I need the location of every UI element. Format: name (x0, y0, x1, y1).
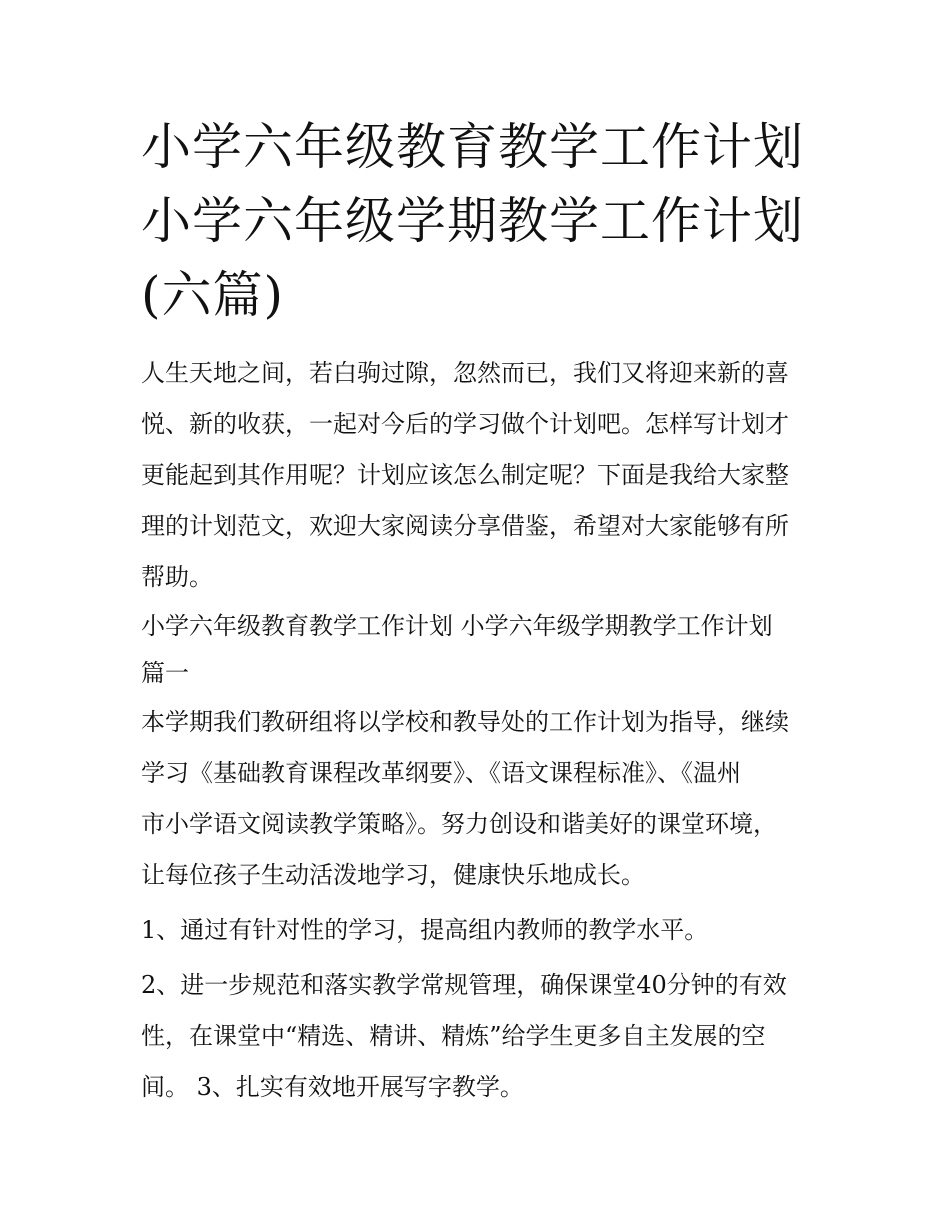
text-line: 让每位孩子生动活泼地学习，健康快乐地成长。 (141, 861, 645, 889)
text-line: 帮助。 (141, 563, 213, 591)
text-line: 人生天地之间，若白驹过隙，忽然而已，我们又将迎来新的喜 (141, 359, 789, 387)
text-line: 更能起到其作用呢？计划应该怎么制定呢？下面是我给大家整 (141, 461, 789, 489)
text-line: 本学期我们教研组将以学校和教导处的工作计划为指导，继续 (141, 708, 789, 736)
title-line: 小学六年级教育教学工作计划 (141, 118, 804, 176)
title-line: (六篇) (141, 266, 285, 324)
text-line: 1、通过有针对性的学习，提高组内教师的教学水平。 (141, 916, 709, 944)
document-page (141, 110, 816, 1113)
text-line: 间。 3、扎实有效地开展写字教学。 (141, 1073, 524, 1101)
text-line: 悦、新的收获，一起对今后的学习做个计划吧。怎样写计划才 (141, 410, 789, 438)
text-line: 小学六年级教育教学工作计划 小学六年级学期教学工作计划 (141, 612, 773, 640)
document-title (141, 110, 816, 332)
text-line: 篇一 (141, 659, 189, 687)
list-item (141, 960, 816, 1113)
title-line: 小学六年级学期教学工作计划 (141, 192, 804, 250)
list-item (141, 905, 816, 956)
text-line: 市小学语文阅读教学策略》。努力创设和谐美好的课堂环境， (141, 810, 777, 838)
text-line: 理的计划范文，欢迎大家阅读分享借鉴，希望对大家能够有所 (141, 512, 789, 540)
section-heading (141, 603, 816, 697)
text-line: 性，在课堂中“精选、精讲、精炼”给学生更多自主发展的空 (141, 1022, 766, 1050)
body-paragraph (141, 697, 816, 901)
intro-paragraph (141, 348, 816, 603)
text-line: 2、进一步规范和落实教学常规管理，确保课堂40分钟的有效 (141, 971, 787, 999)
text-line: 学习《基础教育课程改革纲要》、《语文课程标准》、《温州 (141, 759, 741, 787)
